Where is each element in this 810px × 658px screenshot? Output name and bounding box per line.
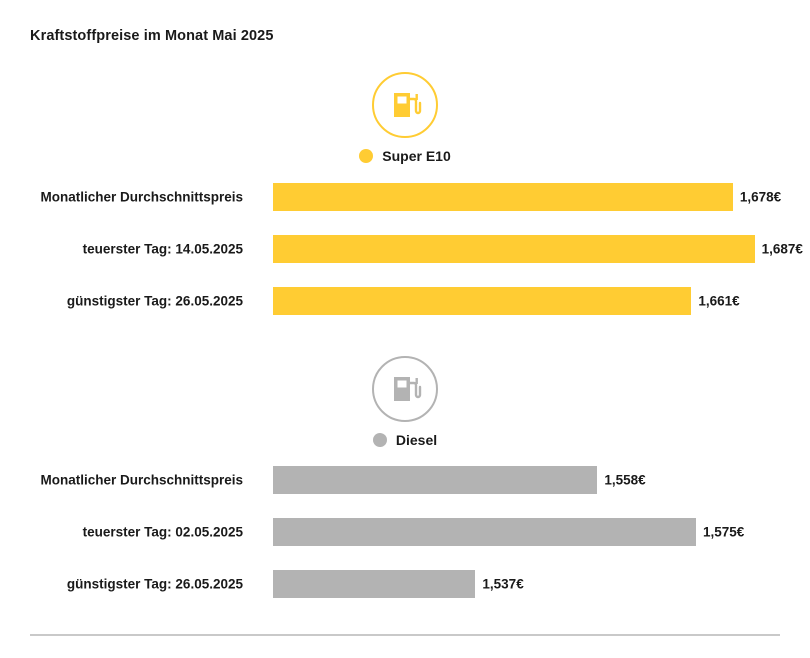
fuel-pump-icon [372,72,438,138]
legend-label-diesel: Diesel [395,432,438,448]
bar-track [273,183,792,211]
bar-track [273,235,803,263]
footer-divider [30,634,780,636]
table-row [0,183,810,211]
bar-diesel-lowest [273,570,475,598]
bar-rows-super-e10 [0,183,810,339]
legend-dot-icon [373,433,387,447]
table-row [0,466,810,494]
bar-category-label: teuerster Tag: 14.05.2025 [82,241,243,257]
bar-category-label: Monatlicher Durchschnittspreis [40,472,243,488]
table-row [0,518,810,546]
bar-track [273,466,792,494]
bar-category-label: Monatlicher Durchschnittspreis [40,189,243,205]
legend-super-e10 [0,148,810,164]
bar-category-label: teuerster Tag: 02.05.2025 [82,524,243,540]
bar-value-label: 1,575€ [702,524,745,540]
bar-super-e10-average [273,183,733,211]
bar-value-label: 1,687€ [761,241,803,257]
group-header-super-e10 [0,72,810,164]
bar-category-label: günstigster Tag: 26.05.2025 [66,576,243,592]
bar-category-label: günstigster Tag: 26.05.2025 [66,293,243,309]
bar-value-label: 1,558€ [604,472,646,488]
group-header-diesel [0,356,810,448]
bar-rows-diesel [0,466,810,622]
bar-value-label: 1,661€ [698,293,740,309]
bar-value-label: 1,678€ [739,189,782,205]
bar-diesel-highest [273,518,696,546]
table-row [0,287,810,315]
table-row [0,570,810,598]
legend-diesel [0,432,810,448]
bar-track [273,570,792,598]
bar-diesel-average [273,466,597,494]
bar-track [273,518,792,546]
legend-label-super-e10: Super E10 [382,148,451,164]
legend-dot-icon [359,149,373,163]
bar-track [273,287,792,315]
fuel-pump-icon [372,356,438,422]
page-title: Kraftstoffpreise im Monat Mai 2025 [30,28,274,44]
bar-value-label: 1,537€ [482,576,524,592]
bar-super-e10-highest [273,235,755,263]
bar-super-e10-lowest [273,287,691,315]
table-row [0,235,810,263]
